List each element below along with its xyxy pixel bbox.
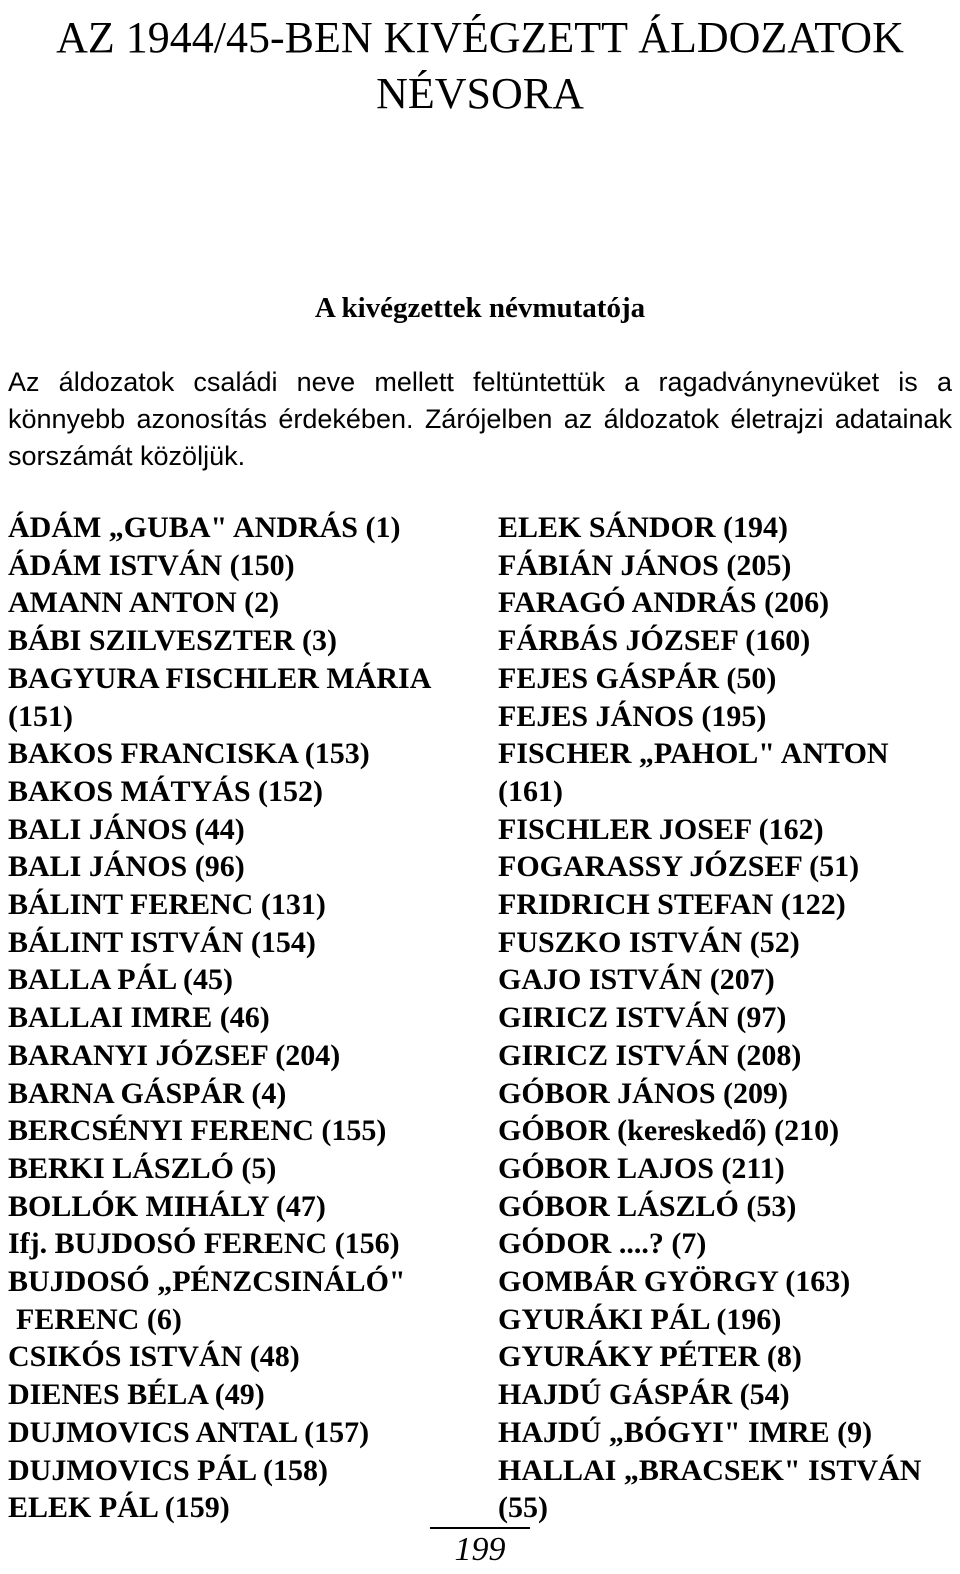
- list-item: BOLLÓK MIHÁLY (47): [8, 1189, 326, 1223]
- list-item: GÓBOR (kereskedő) (210): [498, 1114, 840, 1148]
- list-item: BUJDOSÓ „PÉNZCSINÁLÓ": [8, 1265, 406, 1299]
- list-item: BAKOS MÁTYÁS (152): [8, 774, 324, 808]
- list-item: BARNA GÁSPÁR (4): [8, 1076, 287, 1110]
- list-item: (151): [8, 699, 73, 733]
- intro-paragraph: Az áldozatok családi neve mellett feltüntettük a ragadványnevüket is a könnyebb azonosítás érdekében. Zárójelben az áldozatok életrajzi adatainak sorszámát közöljük.: [8, 367, 952, 471]
- list-item: GÓBOR LÁSZLÓ (53): [498, 1189, 797, 1223]
- list-item: HALLAI „BRACSEK" ISTVÁN: [498, 1453, 922, 1487]
- list-item: Ifj. BUJDOSÓ FERENC (156): [8, 1227, 400, 1261]
- list-item: BÁLINT ISTVÁN (154): [8, 925, 316, 959]
- list-item: GAJO ISTVÁN (207): [498, 963, 775, 997]
- list-item: DIENES BÉLA (49): [8, 1378, 265, 1412]
- list-item: (161): [498, 774, 563, 808]
- list-item: FISCHLER JOSEF (162): [498, 812, 824, 846]
- list-item: BALI JÁNOS (44): [8, 812, 245, 846]
- list-item: GÓBOR LAJOS (211): [498, 1151, 785, 1185]
- list-item: ELEK PÁL (159): [8, 1491, 230, 1525]
- list-item: ÁDÁM ISTVÁN (150): [8, 548, 295, 582]
- list-item: GYURÁKY PÉTER (8): [498, 1340, 802, 1374]
- list-item: BAKOS FRANCISKA (153): [8, 737, 370, 771]
- list-item: ÁDÁM „GUBA" ANDRÁS (1): [8, 511, 401, 544]
- list-item: BALI JÁNOS (96): [8, 850, 245, 884]
- list-item: BERCSÉNYI FERENC (155): [8, 1114, 387, 1148]
- list-item: DUJMOVICS PÁL (158): [8, 1453, 328, 1487]
- list-item: FÁRBÁS JÓZSEF (160): [498, 624, 811, 658]
- list-item: GYURÁKI PÁL (196): [498, 1302, 782, 1336]
- list-item: BÁLINT FERENC (131): [8, 888, 326, 922]
- list-item: ELEK SÁNDOR (194): [498, 511, 789, 544]
- list-item: AMANN ANTON (2): [8, 586, 280, 620]
- page-title-line-1: AZ 1944/45-BEN KIVÉGZETT ÁLDOZATOK: [56, 13, 904, 62]
- page-number-divider: [430, 1527, 530, 1529]
- list-item: FARAGÓ ANDRÁS (206): [498, 586, 830, 620]
- list-item: BALLAI IMRE (46): [8, 1001, 270, 1035]
- list-item: GIRICZ ISTVÁN (97): [498, 1001, 787, 1035]
- list-item: FOGARASSY JÓZSEF (51): [498, 850, 860, 884]
- list-item: BALLA PÁL (45): [8, 963, 234, 997]
- list-item: CSIKÓS ISTVÁN (48): [8, 1340, 300, 1374]
- page-title-line-2: NÉVSORA: [376, 69, 584, 118]
- list-item: FÁBIÁN JÁNOS (205): [498, 548, 792, 582]
- list-item: (55): [498, 1491, 548, 1525]
- names-list-right: [498, 509, 958, 1527]
- list-item: BARANYI JÓZSEF (204): [8, 1038, 341, 1072]
- list-item: DUJMOVICS ANTAL (157): [8, 1415, 370, 1449]
- page-title: [0, 10, 960, 122]
- list-item: FEJES JÁNOS (195): [498, 699, 767, 733]
- list-item: GÓBOR JÁNOS (209): [498, 1076, 789, 1110]
- names-list-left: [8, 509, 478, 1527]
- section-subtitle: A kivégzettek névmutatója: [314, 292, 646, 324]
- list-item: FUSZKO ISTVÁN (52): [498, 925, 800, 959]
- list-item: FRIDRICH STEFAN (122): [498, 888, 846, 922]
- list-item: GIRICZ ISTVÁN (208): [498, 1038, 802, 1072]
- list-item: BÁBI SZILVESZTER (3): [8, 624, 338, 658]
- list-item: GÓDOR ....? (7): [498, 1227, 707, 1261]
- list-item: FERENC (6): [16, 1302, 182, 1336]
- list-item: BAGYURA FISCHLER MÁRIA: [8, 661, 432, 695]
- list-item: HAJDÚ „BÓGYI" IMRE (9): [498, 1415, 873, 1449]
- list-item: FISCHER „PAHOL" ANTON: [498, 737, 889, 771]
- page-number: 199: [454, 1531, 506, 1568]
- list-item: BERKI LÁSZLÓ (5): [8, 1151, 277, 1185]
- list-item: GOMBÁR GYÖRGY (163): [498, 1265, 851, 1299]
- list-item: FEJES GÁSPÁR (50): [498, 661, 777, 695]
- list-item: HAJDÚ GÁSPÁR (54): [498, 1378, 790, 1412]
